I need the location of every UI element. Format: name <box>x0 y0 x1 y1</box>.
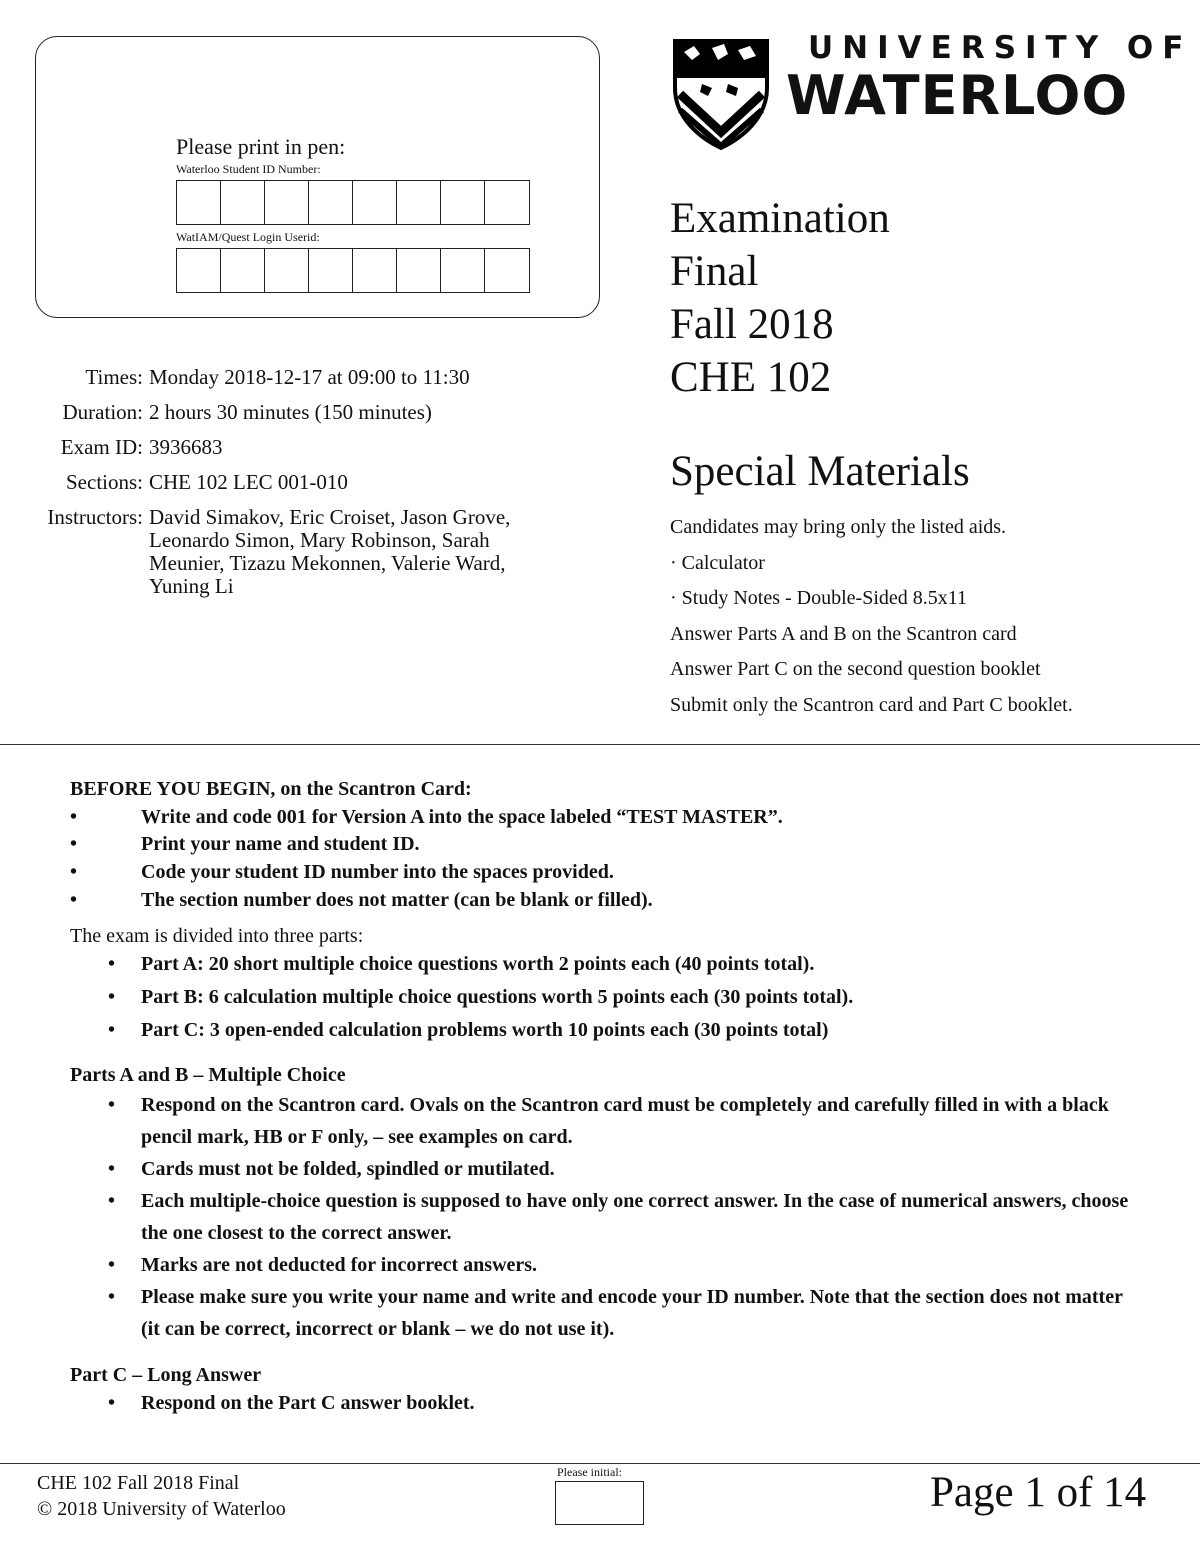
ab-item: • Respond on the Scantron card. Ovals on the Scantron card must be completely and carefully filled in with a black pencil mark, HB or F only, – see examples on card. <box>70 1089 1140 1153</box>
userid-field[interactable] <box>176 248 530 293</box>
footer-copyright: © 2018 University of Waterloo <box>37 1498 286 1520</box>
part-c-heading: Part C – Long Answer <box>70 1364 262 1386</box>
detail-duration <box>30 395 569 430</box>
parts-ab-list <box>70 1089 1140 1345</box>
bullet-icon: • <box>108 1254 116 1276</box>
detail-value: Monday 2018-12-17 at 09:00 to 11:30 <box>149 365 470 389</box>
special-material-line: Answer Parts A and B on the Scantron card <box>670 622 1017 645</box>
userid-cell[interactable] <box>397 249 441 292</box>
exam-title <box>670 192 890 404</box>
bullet-icon: • <box>108 1286 116 1308</box>
detail-sections <box>30 465 569 500</box>
exam-term: Fall 2018 <box>670 301 834 348</box>
initial-label: Please initial: <box>557 1465 622 1479</box>
before-heading: BEFORE YOU BEGIN, on the Scantron Card: <box>70 778 472 800</box>
detail-exam-id <box>30 430 569 465</box>
userid-cell[interactable] <box>221 249 265 292</box>
bullet-icon: • <box>108 986 116 1008</box>
before-item: • The section number does not matter (can be blank or filled). <box>70 886 1140 914</box>
userid-cell[interactable] <box>353 249 397 292</box>
bullet-icon: • <box>108 953 116 975</box>
parts-item: • Part A: 20 short multiple choice questions worth 2 points each (40 points total). <box>70 948 1140 981</box>
student-id-label: Waterloo Student ID Number: <box>176 162 321 176</box>
id-cell[interactable] <box>309 181 353 224</box>
special-material-line: · Calculator <box>670 551 765 574</box>
university-shield-icon <box>672 38 770 150</box>
bullet-icon: • <box>108 1019 116 1041</box>
before-item: • Code your student ID number into the spaces provided. <box>70 858 1140 886</box>
special-materials-heading: Special Materials <box>670 448 970 495</box>
bullet-icon: • <box>70 806 78 828</box>
part-c-list <box>70 1389 1140 1417</box>
special-material-line: · Study Notes - Double-Sided 8.5x11 <box>670 587 968 609</box>
logo-university-of: UNIVERSITY OF <box>808 30 1193 66</box>
ab-item: • Cards must not be folded, spindled or mutilated. <box>70 1153 1140 1185</box>
detail-value: 2 hours 30 minutes (150 minutes) <box>149 400 432 424</box>
detail-label: Sections: <box>66 470 143 494</box>
ab-item: • Please make sure you write your name and write and encode your ID number. Note that the section does not matter (it can be correct, incorrect or blank – we do not use it). <box>70 1281 1140 1345</box>
exam-type: Examination <box>670 195 890 242</box>
section-divider <box>0 744 1200 745</box>
logo-waterloo: WATERLOO <box>786 64 1129 127</box>
parts-ab-heading: Parts A and B – Multiple Choice <box>70 1064 346 1086</box>
exam-course: CHE 102 <box>670 354 832 401</box>
detail-value: David Simakov, Eric Croiset, Jason Grove, Leonardo Simon, Mary Robinson, Sarah Meunier, Tizazu Mekonnen, Valerie Ward, Yuning Li <box>149 505 511 598</box>
bullet-icon: • <box>70 861 78 883</box>
detail-value: 3936683 <box>149 435 223 459</box>
footer-divider <box>0 1463 1200 1464</box>
detail-label: Times: <box>85 365 143 389</box>
parts-intro: The exam is divided into three parts: <box>70 925 364 947</box>
userid-cell[interactable] <box>177 249 221 292</box>
special-material-line: Answer Part C on the second question booklet <box>670 658 1041 680</box>
parts-list <box>70 948 1140 1047</box>
bullet-icon: • <box>70 833 78 855</box>
bullet-icon: • <box>108 1190 116 1212</box>
id-cell[interactable] <box>441 181 485 224</box>
detail-value: CHE 102 LEC 001-010 <box>149 470 348 494</box>
c-item: • Respond on the Part C answer booklet. <box>70 1389 1140 1417</box>
initial-field[interactable] <box>555 1481 644 1525</box>
bullet-icon: • <box>70 889 78 911</box>
special-material-line: Submit only the Scantron card and Part C booklet. <box>670 693 1073 716</box>
bullet-icon: • <box>108 1392 116 1414</box>
id-cell[interactable] <box>397 181 441 224</box>
id-cell[interactable] <box>353 181 397 224</box>
student-id-field[interactable] <box>176 180 530 225</box>
userid-label: WatIAM/Quest Login Userid: <box>176 230 320 244</box>
bullet-icon: • <box>108 1158 116 1180</box>
userid-cell[interactable] <box>485 249 529 292</box>
bullet-icon: • <box>108 1094 116 1116</box>
before-item: • Print your name and student ID. <box>70 831 1140 858</box>
userid-cell[interactable] <box>265 249 309 292</box>
print-in-pen-label: Please print in pen: <box>176 134 346 159</box>
detail-instructors <box>30 500 569 598</box>
special-material-line: Candidates may bring only the listed aids. <box>670 516 1007 538</box>
userid-cell[interactable] <box>309 249 353 292</box>
instructions <box>70 775 1140 1417</box>
parts-item: • Part B: 6 calculation multiple choice questions worth 5 points each (30 points total). <box>70 981 1140 1014</box>
footer-info <box>37 1470 286 1522</box>
special-materials-list <box>670 510 1073 723</box>
detail-times <box>30 360 569 395</box>
ab-item: • Each multiple-choice question is supposed to have only one correct answer. In the case of numerical answers, choose the one closest to the correct answer. <box>70 1185 1140 1249</box>
before-item: • Write and code 001 for Version A into the space labeled “TEST MASTER”. <box>70 803 1140 831</box>
page-number: Page 1 of 14 <box>930 1469 1147 1516</box>
id-cell[interactable] <box>485 181 529 224</box>
detail-label: Instructors: <box>47 505 143 529</box>
parts-item: • Part C: 3 open-ended calculation problems worth 10 points each (30 points total) <box>70 1014 1140 1047</box>
id-cell[interactable] <box>177 181 221 224</box>
ab-item: • Marks are not deducted for incorrect answers. <box>70 1249 1140 1281</box>
exam-details <box>30 360 569 598</box>
userid-cell[interactable] <box>441 249 485 292</box>
detail-label: Exam ID: <box>60 435 143 459</box>
id-cell[interactable] <box>221 181 265 224</box>
id-cell[interactable] <box>265 181 309 224</box>
exam-kind: Final <box>670 248 759 295</box>
detail-label: Duration: <box>62 400 143 424</box>
footer-course: CHE 102 Fall 2018 Final <box>37 1472 240 1494</box>
